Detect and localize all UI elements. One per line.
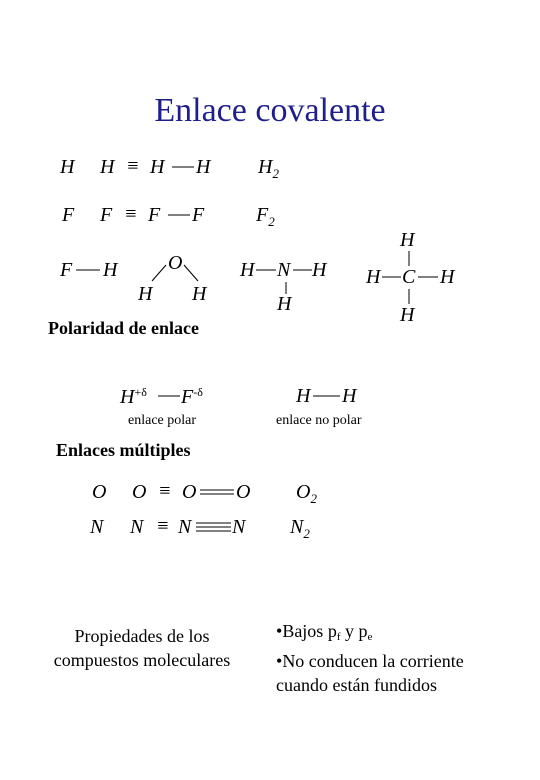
symbol-f: F xyxy=(192,204,205,226)
property-item-conductivity: •No conducen la corriente xyxy=(276,651,464,671)
symbol-f: F xyxy=(60,259,73,281)
symbol-h: H xyxy=(296,385,311,407)
symbol-h: H xyxy=(150,156,165,178)
formula-o2: $O_2$ xyxy=(296,481,317,506)
formula-h2: $H_2$ xyxy=(258,156,279,181)
symbol-h: H xyxy=(196,156,211,178)
symbol-o: O xyxy=(182,481,197,503)
polar-bond-f: $F^{-\delta}$ xyxy=(181,385,203,408)
property-item-boiling: •Bajos pf y pe xyxy=(276,621,373,643)
symbol-h: H xyxy=(277,293,292,315)
triple-sign: ≡ xyxy=(126,155,140,177)
symbol-n: N xyxy=(90,516,104,538)
properties-heading-line1: Propiedades de los xyxy=(74,626,210,646)
symbol-n: N xyxy=(277,259,291,281)
symbol-h: H xyxy=(342,385,357,407)
symbol-n: N xyxy=(178,516,192,538)
polar-label: enlace polar xyxy=(128,413,197,428)
symbol-h: H xyxy=(192,283,207,305)
triple-sign: ≡ xyxy=(158,480,172,502)
triple-sign: ≡ xyxy=(156,515,170,537)
section-heading-multiple: Enlaces múltiples xyxy=(56,440,191,460)
symbol-n: N xyxy=(232,516,246,538)
symbol-h: H xyxy=(240,259,255,281)
symbol-h: H xyxy=(400,229,415,251)
symbol-f: F xyxy=(62,204,75,226)
nonpolar-label: enlace no polar xyxy=(276,413,362,428)
section-heading-polarity: Polaridad de enlace xyxy=(48,318,199,338)
formula-f2: $F_2$ xyxy=(256,204,275,229)
symbol-h: H xyxy=(366,266,381,288)
symbol-h: H xyxy=(400,304,415,326)
symbol-h: H xyxy=(312,259,327,281)
page-title: Enlace covalente xyxy=(154,92,386,129)
symbol-o: O xyxy=(168,252,183,274)
formula-n2: $N_2$ xyxy=(290,516,310,541)
symbol-h: H xyxy=(100,156,115,178)
symbol-c: C xyxy=(402,266,416,288)
properties-heading-line2: compuestos moleculares xyxy=(53,650,231,670)
property-item-conductivity-cont: cuando están fundidos xyxy=(276,675,437,695)
symbol-o: O xyxy=(92,481,107,503)
symbol-n: N xyxy=(130,516,144,538)
symbol-o: O xyxy=(132,481,147,503)
symbol-h: H xyxy=(103,259,118,281)
polar-bond: $H^{+\delta}$ xyxy=(120,385,147,408)
symbol-f: F xyxy=(100,204,113,226)
symbol-h: H xyxy=(138,283,153,305)
triple-sign: ≡ xyxy=(124,203,138,225)
symbol-f: F xyxy=(148,204,161,226)
symbol-h: H xyxy=(60,156,75,178)
symbol-h: H xyxy=(440,266,455,288)
symbol-o: O xyxy=(236,481,251,503)
